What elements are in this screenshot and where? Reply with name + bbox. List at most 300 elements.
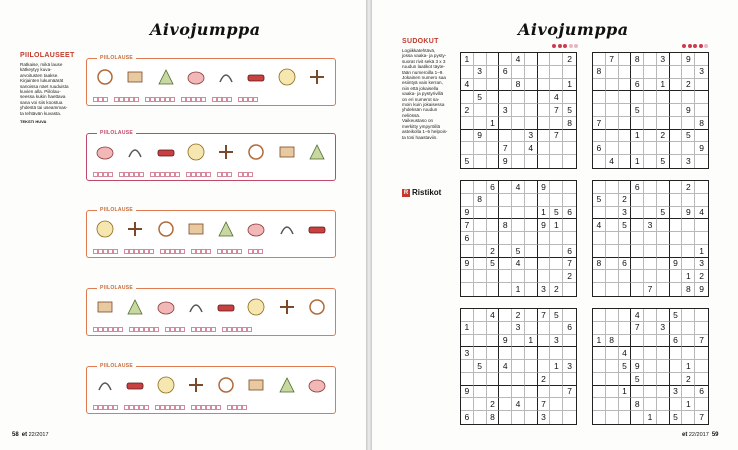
sudoku-empty-cell[interactable] [670, 207, 683, 220]
sudoku-empty-cell[interactable] [682, 117, 695, 130]
sudoku-empty-cell[interactable] [474, 347, 487, 360]
sudoku-empty-cell[interactable] [499, 373, 512, 386]
sudoku-empty-cell[interactable] [695, 219, 708, 232]
sudoku-empty-cell[interactable] [670, 117, 683, 130]
answer-letter-box[interactable] [118, 327, 123, 332]
sudoku-empty-cell[interactable] [550, 270, 563, 283]
sudoku-empty-cell[interactable] [550, 398, 563, 411]
sudoku-empty-cell[interactable] [619, 245, 632, 258]
sudoku-empty-cell[interactable] [593, 79, 606, 92]
sudoku-empty-cell[interactable] [487, 53, 500, 66]
sudoku-empty-cell[interactable] [550, 155, 563, 168]
sudoku-empty-cell[interactable] [644, 181, 657, 194]
sudoku-empty-cell[interactable] [657, 283, 670, 296]
sudoku-empty-cell[interactable] [644, 258, 657, 271]
sudoku-empty-cell[interactable] [631, 219, 644, 232]
sudoku-empty-cell[interactable] [512, 155, 525, 168]
sudoku-empty-cell[interactable] [606, 398, 619, 411]
sudoku-empty-cell[interactable] [593, 373, 606, 386]
sudoku-empty-cell[interactable] [538, 360, 551, 373]
sudoku-empty-cell[interactable] [695, 104, 708, 117]
sudoku-empty-cell[interactable] [525, 322, 538, 335]
sudoku-empty-cell[interactable] [550, 347, 563, 360]
sudoku-empty-cell[interactable] [670, 398, 683, 411]
answer-letter-box[interactable] [216, 405, 221, 410]
sudoku-empty-cell[interactable] [619, 309, 632, 322]
sudoku-empty-cell[interactable] [499, 347, 512, 360]
answer-letter-box[interactable] [149, 249, 154, 254]
sudoku-empty-cell[interactable] [682, 66, 695, 79]
sudoku-empty-cell[interactable] [525, 66, 538, 79]
sudoku-empty-cell[interactable] [593, 130, 606, 143]
sudoku-empty-cell[interactable] [644, 104, 657, 117]
sudoku-empty-cell[interactable] [619, 270, 632, 283]
sudoku-empty-cell[interactable] [657, 104, 670, 117]
sudoku-empty-cell[interactable] [682, 322, 695, 335]
sudoku-empty-cell[interactable] [563, 335, 576, 348]
sudoku-empty-cell[interactable] [670, 373, 683, 386]
sudoku-empty-cell[interactable] [682, 258, 695, 271]
sudoku-empty-cell[interactable] [606, 411, 619, 424]
sudoku-empty-cell[interactable] [644, 130, 657, 143]
sudoku-empty-cell[interactable] [619, 117, 632, 130]
sudoku-empty-cell[interactable] [538, 130, 551, 143]
answer-letter-box[interactable] [113, 249, 118, 254]
sudoku-empty-cell[interactable] [657, 398, 670, 411]
sudoku-empty-cell[interactable] [644, 91, 657, 104]
sudoku-empty-cell[interactable] [563, 91, 576, 104]
sudoku-empty-cell[interactable] [487, 335, 500, 348]
sudoku-empty-cell[interactable] [525, 245, 538, 258]
sudoku-empty-cell[interactable] [657, 232, 670, 245]
sudoku-empty-cell[interactable] [670, 104, 683, 117]
sudoku-empty-cell[interactable] [682, 142, 695, 155]
sudoku-empty-cell[interactable] [593, 386, 606, 399]
sudoku-empty-cell[interactable] [631, 270, 644, 283]
sudoku-empty-cell[interactable] [606, 130, 619, 143]
sudoku-empty-cell[interactable] [487, 79, 500, 92]
sudoku-empty-cell[interactable] [512, 347, 525, 360]
sudoku-empty-cell[interactable] [619, 66, 632, 79]
sudoku-empty-cell[interactable] [606, 142, 619, 155]
sudoku-empty-cell[interactable] [644, 155, 657, 168]
sudoku-empty-cell[interactable] [538, 258, 551, 271]
sudoku-empty-cell[interactable] [606, 360, 619, 373]
sudoku-empty-cell[interactable] [512, 270, 525, 283]
sudoku-empty-cell[interactable] [563, 181, 576, 194]
sudoku-empty-cell[interactable] [593, 104, 606, 117]
sudoku-empty-cell[interactable] [593, 155, 606, 168]
sudoku-empty-cell[interactable] [619, 181, 632, 194]
sudoku-empty-cell[interactable] [695, 53, 708, 66]
sudoku-empty-cell[interactable] [474, 386, 487, 399]
sudoku-empty-cell[interactable] [631, 117, 644, 130]
sudoku-empty-cell[interactable] [538, 194, 551, 207]
sudoku-empty-cell[interactable] [670, 181, 683, 194]
sudoku-empty-cell[interactable] [499, 194, 512, 207]
sudoku-empty-cell[interactable] [644, 194, 657, 207]
sudoku-empty-cell[interactable] [461, 117, 474, 130]
answer-letter-box[interactable] [175, 172, 180, 177]
sudoku-empty-cell[interactable] [606, 207, 619, 220]
sudoku-empty-cell[interactable] [550, 245, 563, 258]
sudoku-empty-cell[interactable] [538, 386, 551, 399]
sudoku-empty-cell[interactable] [563, 373, 576, 386]
sudoku-empty-cell[interactable] [644, 66, 657, 79]
sudoku-empty-cell[interactable] [631, 245, 644, 258]
sudoku-empty-cell[interactable] [461, 91, 474, 104]
sudoku-empty-cell[interactable] [631, 283, 644, 296]
sudoku-empty-cell[interactable] [525, 232, 538, 245]
sudoku-empty-cell[interactable] [695, 181, 708, 194]
sudoku-empty-cell[interactable] [512, 335, 525, 348]
sudoku-empty-cell[interactable] [538, 322, 551, 335]
sudoku-empty-cell[interactable] [619, 155, 632, 168]
sudoku-empty-cell[interactable] [499, 181, 512, 194]
sudoku-empty-cell[interactable] [474, 398, 487, 411]
sudoku-empty-cell[interactable] [670, 232, 683, 245]
sudoku-empty-cell[interactable] [682, 245, 695, 258]
sudoku-empty-cell[interactable] [499, 117, 512, 130]
answer-letter-box[interactable] [248, 172, 253, 177]
sudoku-empty-cell[interactable] [525, 283, 538, 296]
answer-letter-box[interactable] [258, 249, 263, 254]
sudoku-empty-cell[interactable] [670, 53, 683, 66]
sudoku-empty-cell[interactable] [606, 79, 619, 92]
sudoku-empty-cell[interactable] [474, 53, 487, 66]
sudoku-empty-cell[interactable] [695, 130, 708, 143]
sudoku-empty-cell[interactable] [563, 142, 576, 155]
sudoku-empty-cell[interactable] [695, 309, 708, 322]
answer-letter-box[interactable] [247, 327, 252, 332]
sudoku-empty-cell[interactable] [682, 347, 695, 360]
sudoku-empty-cell[interactable] [619, 53, 632, 66]
sudoku-empty-cell[interactable] [644, 270, 657, 283]
sudoku-empty-cell[interactable] [619, 335, 632, 348]
sudoku-empty-cell[interactable] [606, 309, 619, 322]
sudoku-empty-cell[interactable] [474, 245, 487, 258]
sudoku-empty-cell[interactable] [670, 130, 683, 143]
sudoku-empty-cell[interactable] [657, 373, 670, 386]
sudoku-empty-cell[interactable] [550, 258, 563, 271]
sudoku-empty-cell[interactable] [525, 91, 538, 104]
sudoku-empty-cell[interactable] [631, 142, 644, 155]
sudoku-empty-cell[interactable] [682, 309, 695, 322]
sudoku-empty-cell[interactable] [682, 232, 695, 245]
sudoku-empty-cell[interactable] [593, 283, 606, 296]
sudoku-empty-cell[interactable] [593, 347, 606, 360]
sudoku-empty-cell[interactable] [499, 411, 512, 424]
sudoku-empty-cell[interactable] [525, 386, 538, 399]
sudoku-empty-cell[interactable] [499, 258, 512, 271]
sudoku-empty-cell[interactable] [606, 386, 619, 399]
sudoku-empty-cell[interactable] [461, 194, 474, 207]
answer-letter-box[interactable] [227, 172, 232, 177]
answer-letter-box[interactable] [144, 405, 149, 410]
sudoku-empty-cell[interactable] [631, 207, 644, 220]
sudoku-empty-cell[interactable] [474, 270, 487, 283]
sudoku-empty-cell[interactable] [619, 104, 632, 117]
sudoku-empty-cell[interactable] [606, 66, 619, 79]
sudoku-empty-cell[interactable] [461, 309, 474, 322]
sudoku-empty-cell[interactable] [670, 360, 683, 373]
sudoku-empty-cell[interactable] [499, 53, 512, 66]
sudoku-empty-cell[interactable] [644, 207, 657, 220]
sudoku-empty-cell[interactable] [606, 104, 619, 117]
sudoku-empty-cell[interactable] [474, 207, 487, 220]
sudoku-empty-cell[interactable] [657, 360, 670, 373]
sudoku-empty-cell[interactable] [487, 155, 500, 168]
sudoku-empty-cell[interactable] [631, 347, 644, 360]
answer-letter-box[interactable] [103, 97, 108, 102]
sudoku-empty-cell[interactable] [499, 91, 512, 104]
sudoku-empty-cell[interactable] [657, 258, 670, 271]
sudoku-empty-cell[interactable] [695, 232, 708, 245]
sudoku-empty-cell[interactable] [682, 386, 695, 399]
sudoku-empty-cell[interactable] [593, 181, 606, 194]
sudoku-empty-cell[interactable] [695, 373, 708, 386]
sudoku-empty-cell[interactable] [487, 207, 500, 220]
sudoku-empty-cell[interactable] [474, 373, 487, 386]
sudoku-empty-cell[interactable] [474, 79, 487, 92]
sudoku-empty-cell[interactable] [487, 232, 500, 245]
sudoku-empty-cell[interactable] [525, 309, 538, 322]
sudoku-empty-cell[interactable] [644, 232, 657, 245]
sudoku-empty-cell[interactable] [606, 347, 619, 360]
sudoku-empty-cell[interactable] [512, 66, 525, 79]
sudoku-empty-cell[interactable] [538, 91, 551, 104]
answer-letter-box[interactable] [227, 97, 232, 102]
sudoku-empty-cell[interactable] [593, 245, 606, 258]
sudoku-empty-cell[interactable] [606, 258, 619, 271]
sudoku-empty-cell[interactable] [593, 232, 606, 245]
sudoku-empty-cell[interactable] [644, 245, 657, 258]
sudoku-empty-cell[interactable] [657, 386, 670, 399]
sudoku-empty-cell[interactable] [487, 219, 500, 232]
sudoku-empty-cell[interactable] [644, 322, 657, 335]
sudoku-empty-cell[interactable] [563, 309, 576, 322]
sudoku-empty-cell[interactable] [474, 309, 487, 322]
sudoku-empty-cell[interactable] [563, 283, 576, 296]
sudoku-empty-cell[interactable] [461, 373, 474, 386]
sudoku-empty-cell[interactable] [670, 283, 683, 296]
sudoku-empty-cell[interactable] [563, 194, 576, 207]
sudoku-empty-cell[interactable] [593, 309, 606, 322]
sudoku-empty-cell[interactable] [631, 91, 644, 104]
sudoku-empty-cell[interactable] [474, 258, 487, 271]
sudoku-empty-cell[interactable] [593, 270, 606, 283]
sudoku-empty-cell[interactable] [474, 335, 487, 348]
sudoku-empty-cell[interactable] [644, 360, 657, 373]
answer-letter-box[interactable] [201, 97, 206, 102]
sudoku-empty-cell[interactable] [593, 411, 606, 424]
sudoku-empty-cell[interactable] [619, 142, 632, 155]
sudoku-empty-cell[interactable] [606, 194, 619, 207]
sudoku-empty-cell[interactable] [670, 245, 683, 258]
sudoku-empty-cell[interactable] [606, 232, 619, 245]
sudoku-empty-cell[interactable] [487, 386, 500, 399]
sudoku-empty-cell[interactable] [550, 117, 563, 130]
sudoku-empty-cell[interactable] [657, 142, 670, 155]
sudoku-empty-cell[interactable] [644, 142, 657, 155]
sudoku-empty-cell[interactable] [499, 130, 512, 143]
sudoku-empty-cell[interactable] [550, 232, 563, 245]
sudoku-empty-cell[interactable] [487, 322, 500, 335]
sudoku-empty-cell[interactable] [606, 270, 619, 283]
sudoku-empty-cell[interactable] [525, 398, 538, 411]
sudoku-empty-cell[interactable] [525, 194, 538, 207]
sudoku-empty-cell[interactable] [550, 373, 563, 386]
sudoku-empty-cell[interactable] [525, 104, 538, 117]
sudoku-empty-cell[interactable] [474, 283, 487, 296]
sudoku-empty-cell[interactable] [525, 117, 538, 130]
sudoku-empty-cell[interactable] [487, 194, 500, 207]
sudoku-empty-cell[interactable] [670, 270, 683, 283]
sudoku-empty-cell[interactable] [474, 322, 487, 335]
answer-letter-box[interactable] [206, 172, 211, 177]
sudoku-empty-cell[interactable] [593, 398, 606, 411]
sudoku-empty-cell[interactable] [644, 53, 657, 66]
sudoku-empty-cell[interactable] [644, 309, 657, 322]
sudoku-empty-cell[interactable] [525, 411, 538, 424]
sudoku-empty-cell[interactable] [593, 360, 606, 373]
sudoku-empty-cell[interactable] [487, 142, 500, 155]
sudoku-empty-cell[interactable] [657, 66, 670, 79]
sudoku-empty-cell[interactable] [631, 386, 644, 399]
sudoku-empty-cell[interactable] [461, 66, 474, 79]
sudoku-empty-cell[interactable] [619, 91, 632, 104]
answer-letter-box[interactable] [237, 249, 242, 254]
sudoku-empty-cell[interactable] [538, 335, 551, 348]
sudoku-empty-cell[interactable] [474, 219, 487, 232]
sudoku-empty-cell[interactable] [657, 309, 670, 322]
sudoku-empty-cell[interactable] [619, 373, 632, 386]
sudoku-empty-cell[interactable] [461, 142, 474, 155]
sudoku-empty-cell[interactable] [499, 232, 512, 245]
sudoku-empty-cell[interactable] [487, 104, 500, 117]
sudoku-empty-cell[interactable] [550, 386, 563, 399]
sudoku-empty-cell[interactable] [512, 232, 525, 245]
sudoku-empty-cell[interactable] [657, 245, 670, 258]
sudoku-empty-cell[interactable] [593, 207, 606, 220]
sudoku-empty-cell[interactable] [606, 245, 619, 258]
sudoku-empty-cell[interactable] [695, 398, 708, 411]
sudoku-empty-cell[interactable] [461, 245, 474, 258]
sudoku-empty-cell[interactable] [682, 335, 695, 348]
sudoku-empty-cell[interactable] [499, 309, 512, 322]
sudoku-empty-cell[interactable] [631, 258, 644, 271]
sudoku-empty-cell[interactable] [499, 79, 512, 92]
sudoku-empty-cell[interactable] [487, 130, 500, 143]
sudoku-empty-cell[interactable] [657, 335, 670, 348]
sudoku-empty-cell[interactable] [619, 322, 632, 335]
sudoku-empty-cell[interactable] [670, 155, 683, 168]
sudoku-empty-cell[interactable] [512, 194, 525, 207]
sudoku-empty-cell[interactable] [682, 194, 695, 207]
sudoku-empty-cell[interactable] [606, 91, 619, 104]
sudoku-empty-cell[interactable] [670, 322, 683, 335]
sudoku-empty-cell[interactable] [461, 270, 474, 283]
sudoku-empty-cell[interactable] [538, 53, 551, 66]
sudoku-empty-cell[interactable] [563, 398, 576, 411]
sudoku-empty-cell[interactable] [512, 219, 525, 232]
answer-letter-box[interactable] [139, 172, 144, 177]
sudoku-empty-cell[interactable] [593, 53, 606, 66]
sudoku-empty-cell[interactable] [670, 66, 683, 79]
sudoku-empty-cell[interactable] [563, 347, 576, 360]
sudoku-empty-cell[interactable] [550, 66, 563, 79]
sudoku-empty-cell[interactable] [538, 104, 551, 117]
sudoku-empty-cell[interactable] [644, 117, 657, 130]
sudoku-empty-cell[interactable] [538, 155, 551, 168]
sudoku-empty-cell[interactable] [644, 398, 657, 411]
sudoku-empty-cell[interactable] [474, 104, 487, 117]
sudoku-empty-cell[interactable] [538, 270, 551, 283]
sudoku-empty-cell[interactable] [512, 373, 525, 386]
sudoku-empty-cell[interactable] [538, 347, 551, 360]
sudoku-empty-cell[interactable] [695, 194, 708, 207]
sudoku-empty-cell[interactable] [670, 194, 683, 207]
sudoku-empty-cell[interactable] [550, 181, 563, 194]
answer-letter-box[interactable] [211, 327, 216, 332]
sudoku-empty-cell[interactable] [474, 117, 487, 130]
answer-letter-box[interactable] [154, 327, 159, 332]
sudoku-empty-cell[interactable] [606, 373, 619, 386]
sudoku-empty-cell[interactable] [487, 373, 500, 386]
sudoku-empty-cell[interactable] [657, 194, 670, 207]
sudoku-empty-cell[interactable] [538, 142, 551, 155]
sudoku-empty-cell[interactable] [512, 411, 525, 424]
sudoku-empty-cell[interactable] [499, 322, 512, 335]
sudoku-empty-cell[interactable] [606, 322, 619, 335]
sudoku-empty-cell[interactable] [525, 181, 538, 194]
sudoku-empty-cell[interactable] [682, 219, 695, 232]
sudoku-empty-cell[interactable] [606, 117, 619, 130]
sudoku-empty-cell[interactable] [695, 91, 708, 104]
sudoku-empty-cell[interactable] [512, 142, 525, 155]
answer-letter-box[interactable] [108, 172, 113, 177]
sudoku-empty-cell[interactable] [525, 360, 538, 373]
sudoku-empty-cell[interactable] [619, 232, 632, 245]
sudoku-empty-cell[interactable] [644, 79, 657, 92]
sudoku-empty-cell[interactable] [631, 411, 644, 424]
answer-letter-box[interactable] [242, 405, 247, 410]
sudoku-empty-cell[interactable] [606, 283, 619, 296]
sudoku-empty-cell[interactable] [670, 347, 683, 360]
sudoku-empty-cell[interactable] [657, 181, 670, 194]
sudoku-empty-cell[interactable] [487, 360, 500, 373]
answer-letter-box[interactable] [180, 249, 185, 254]
sudoku-empty-cell[interactable] [487, 270, 500, 283]
sudoku-empty-cell[interactable] [487, 91, 500, 104]
sudoku-empty-cell[interactable] [606, 181, 619, 194]
sudoku-empty-cell[interactable] [563, 66, 576, 79]
sudoku-empty-cell[interactable] [538, 232, 551, 245]
sudoku-empty-cell[interactable] [512, 386, 525, 399]
answer-letter-box[interactable] [113, 405, 118, 410]
sudoku-empty-cell[interactable] [550, 79, 563, 92]
sudoku-empty-cell[interactable] [525, 79, 538, 92]
sudoku-empty-cell[interactable] [619, 283, 632, 296]
sudoku-empty-cell[interactable] [512, 130, 525, 143]
sudoku-empty-cell[interactable] [657, 91, 670, 104]
sudoku-empty-cell[interactable] [563, 232, 576, 245]
sudoku-empty-cell[interactable] [593, 91, 606, 104]
sudoku-empty-cell[interactable] [474, 142, 487, 155]
sudoku-empty-cell[interactable] [695, 360, 708, 373]
sudoku-empty-cell[interactable] [538, 66, 551, 79]
sudoku-empty-cell[interactable] [550, 53, 563, 66]
